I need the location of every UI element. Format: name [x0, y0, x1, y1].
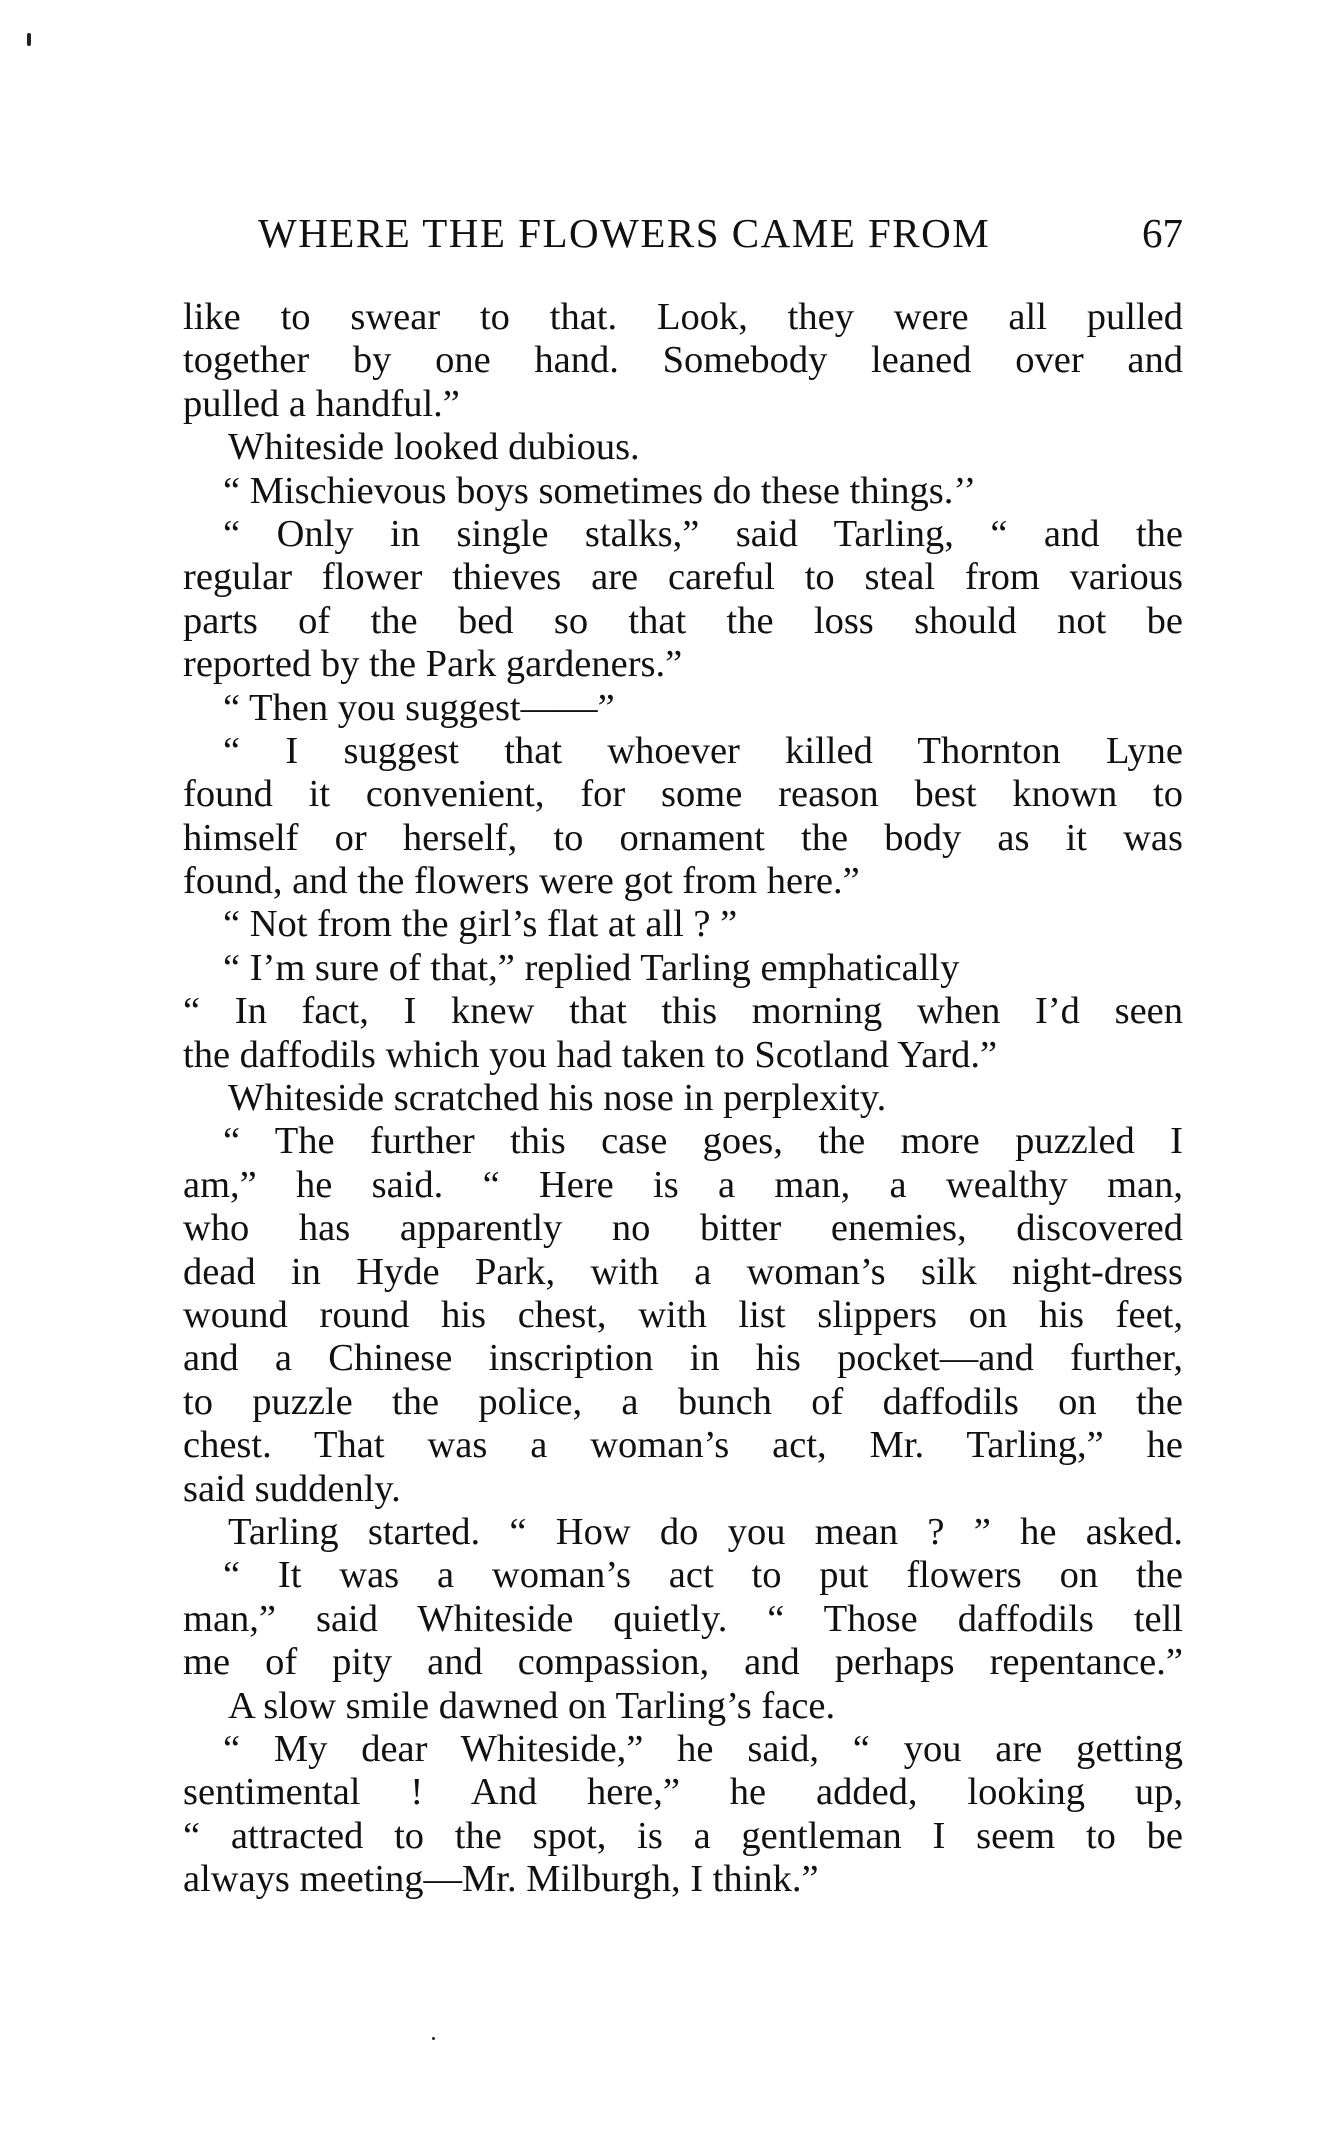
text-line: always meeting—Mr. Milburgh, I think.”	[183, 1858, 819, 1901]
text-line: dead in Hyde Park, with a woman’s silk night-dress	[183, 1250, 1183, 1293]
text-line: wound round his chest, with list slippers on his feet,	[183, 1293, 1183, 1336]
text-line: reported by the Park gardeners.”	[183, 643, 683, 686]
ink-speck	[27, 33, 31, 46]
text-line: am,” he said. “ Here is a man, a wealthy man,	[183, 1163, 1183, 1206]
text-line: man,” said Whiteside quietly. “ Those daffodils tell	[183, 1597, 1183, 1640]
running-head	[258, 208, 1183, 258]
text-line: together by one hand. Somebody leaned over and	[183, 339, 1183, 382]
chapter-title: WHERE THE FLOWERS CAME FROM	[258, 210, 991, 256]
text-line: and a Chinese inscription in his pocket—and further,	[183, 1337, 1183, 1380]
text-line: A slow smile dawned on Tarling’s face.	[228, 1684, 836, 1727]
body-text	[183, 296, 1183, 1901]
text-line: found, and the flowers were got from here.”	[183, 860, 860, 903]
text-line: “ Then you suggest——”	[223, 686, 615, 729]
text-line: sentimental ! And here,” he added, looking up,	[183, 1771, 1183, 1814]
text-line: “ In fact, I knew that this morning when I’d seen	[183, 990, 1183, 1033]
text-line: to puzzle the police, a bunch of daffodils on the	[183, 1380, 1183, 1423]
text-line: regular flower thieves are careful to steal from various	[183, 556, 1183, 599]
text-line: who has apparently no bitter enemies, discovered	[183, 1207, 1183, 1250]
text-line: Whiteside scratched his nose in perplexity.	[228, 1077, 887, 1120]
text-line: chest. That was a woman’s act, Mr. Tarling,” he	[183, 1424, 1183, 1467]
text-line: found it convenient, for some reason best known to	[183, 773, 1183, 816]
text-line: pulled a handful.”	[183, 382, 460, 425]
text-line: himself or herself, to ornament the body as it was	[183, 816, 1183, 859]
text-line: Tarling started. “ How do you mean ? ” he asked.	[228, 1510, 1183, 1553]
text-line: me of pity and compassion, and perhaps repentance.”	[183, 1641, 1183, 1684]
text-line: “ I suggest that whoever killed Thornton Lyne	[223, 729, 1183, 772]
text-line: Whiteside looked dubious.	[228, 426, 640, 469]
text-line: “ Only in single stalks,” said Tarling, “ and the	[223, 512, 1183, 555]
page-number: 67	[1142, 210, 1183, 256]
text-line: “ My dear Whiteside,” he said, “ you are getting	[223, 1727, 1183, 1770]
text-line: the daffodils which you had taken to Scotland Yard.”	[183, 1033, 998, 1076]
text-line: “ Not from the girl’s flat at all ? ”	[223, 903, 738, 946]
text-line: “ The further this case goes, the more puzzled I	[223, 1120, 1183, 1163]
text-line: “ Mischievous boys sometimes do these things.’’	[223, 469, 977, 512]
text-line: “ It was a woman’s act to put flowers on the	[223, 1554, 1183, 1597]
text-line: parts of the bed so that the loss should not be	[183, 599, 1183, 642]
text-line: said suddenly.	[183, 1467, 401, 1510]
ink-speck	[432, 2037, 435, 2040]
text-line: like to swear to that. Look, they were all pulled	[183, 296, 1183, 338]
text-line: “ attracted to the spot, is a gentleman I seem to be	[183, 1814, 1183, 1857]
text-line: “ I’m sure of that,” replied Tarling emphatically	[223, 946, 960, 989]
